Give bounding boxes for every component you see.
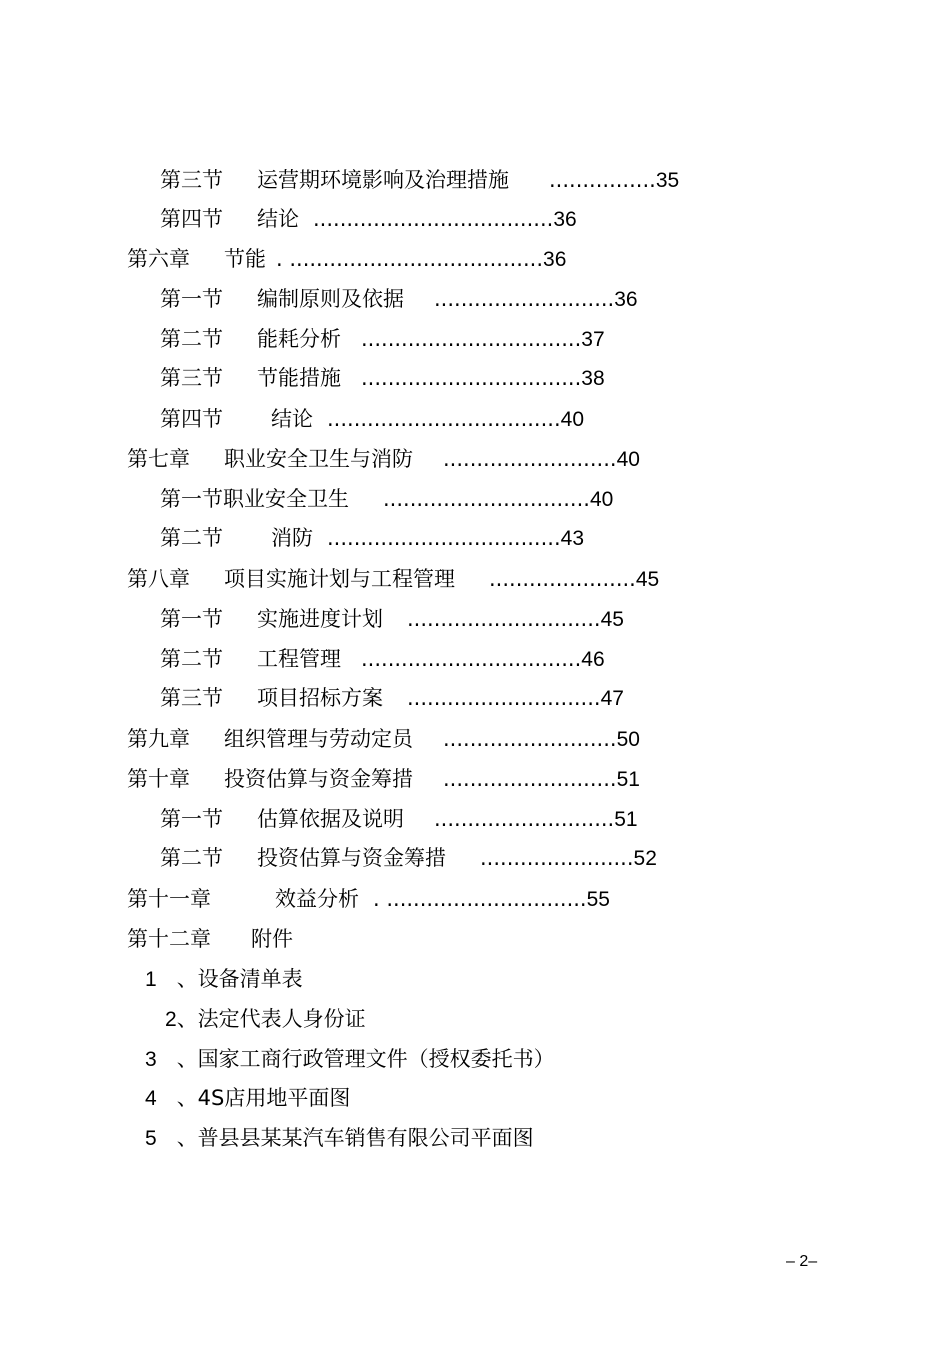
toc-label: 第二节 bbox=[160, 846, 223, 870]
toc-entry bbox=[127, 725, 640, 753]
toc-entry bbox=[160, 645, 605, 673]
toc-dots: ........................... bbox=[434, 807, 615, 831]
toc-page: 36 bbox=[543, 248, 567, 271]
toc-entry bbox=[127, 445, 640, 473]
toc-entry bbox=[160, 285, 638, 313]
toc-entry bbox=[160, 325, 605, 353]
toc-page: 45 bbox=[635, 568, 660, 591]
appendix-text: 、普县县某某汽车销售有限公司平面图 bbox=[176, 1126, 534, 1150]
toc-page: 43 bbox=[560, 527, 584, 550]
toc-page: 35 bbox=[655, 169, 680, 192]
toc-dots: ....................... bbox=[480, 846, 634, 870]
toc-label: 第十二章 bbox=[127, 927, 211, 951]
toc-entry bbox=[160, 605, 624, 633]
toc-title: 投资估算与资金筹措 bbox=[224, 767, 413, 791]
toc-entry bbox=[160, 364, 605, 392]
toc-page: 51 bbox=[616, 768, 640, 791]
toc-label: 第一节 bbox=[160, 607, 223, 631]
toc-label: 第二节 bbox=[160, 526, 223, 550]
toc-title: 结论 bbox=[271, 407, 313, 431]
toc-label: 第二节 bbox=[160, 327, 223, 351]
toc-page: 47 bbox=[600, 687, 624, 710]
appendix-number: 4 bbox=[145, 1087, 157, 1110]
toc-page: 46 bbox=[581, 648, 605, 671]
toc-entry bbox=[160, 166, 679, 194]
toc-label: 第十章 bbox=[127, 767, 190, 791]
toc-dots: ............................. bbox=[407, 686, 601, 710]
toc-entry bbox=[160, 844, 657, 872]
toc-page: 36 bbox=[614, 288, 638, 311]
toc-label: 第九章 bbox=[127, 727, 190, 751]
toc-page: 38 bbox=[581, 367, 605, 390]
toc-entry bbox=[127, 885, 610, 913]
appendix-number: 5 bbox=[145, 1127, 157, 1150]
toc-title: 职业安全卫生与消防 bbox=[224, 447, 413, 471]
toc-page: 40 bbox=[589, 488, 614, 511]
appendix-number: 1 bbox=[145, 968, 157, 991]
toc-dots: . .............................. bbox=[373, 887, 587, 911]
appendix-text: 、法定代表人身份证 bbox=[176, 1007, 366, 1031]
toc-page: 40 bbox=[560, 408, 584, 431]
toc-dots: ............................... bbox=[383, 487, 590, 511]
toc-entry bbox=[127, 245, 566, 273]
toc-page: 51 bbox=[614, 808, 638, 831]
toc-dots: ................................... bbox=[327, 407, 561, 431]
toc-title: 职业安全卫生 bbox=[223, 487, 349, 511]
appendix-number: 2 bbox=[165, 1008, 177, 1031]
toc-label: 第三节 bbox=[160, 168, 223, 192]
toc-title: 组织管理与劳动定员 bbox=[224, 727, 413, 751]
appendix-item bbox=[145, 1084, 350, 1112]
toc-title: 消防 bbox=[271, 526, 313, 550]
toc-title: 项目招标方案 bbox=[257, 686, 383, 710]
toc-title: 投资估算与资金筹措 bbox=[257, 846, 446, 870]
toc-dots: ................................. bbox=[361, 366, 582, 390]
toc-label: 第三节 bbox=[160, 366, 223, 390]
toc-dots: .......................... bbox=[443, 447, 617, 471]
toc-entry bbox=[127, 925, 293, 953]
toc-page: 52 bbox=[633, 847, 657, 870]
toc-page: 50 bbox=[616, 728, 640, 751]
toc-title: 编制原则及依据 bbox=[257, 287, 404, 311]
appendix-item bbox=[145, 965, 303, 993]
toc-dots: .......................... bbox=[443, 727, 617, 751]
toc-entry bbox=[127, 565, 659, 593]
toc-label: 第一节 bbox=[160, 287, 223, 311]
toc-page: 45 bbox=[600, 608, 624, 631]
toc-dots: .................................... bbox=[313, 207, 554, 231]
toc-label: 第十一章 bbox=[127, 887, 211, 911]
toc-dots: ...................... bbox=[489, 567, 636, 591]
appendix-text: 、4S店用地平面图 bbox=[176, 1086, 351, 1110]
toc-dots: . ...................................... bbox=[276, 247, 544, 271]
toc-entry bbox=[160, 205, 577, 233]
toc-title: 附件 bbox=[251, 927, 293, 951]
toc-label: 第七章 bbox=[127, 447, 190, 471]
toc-page: 37 bbox=[581, 328, 605, 351]
appendix-item bbox=[145, 1124, 534, 1152]
toc-dots: ........................... bbox=[434, 287, 615, 311]
toc-title: 节能措施 bbox=[257, 366, 341, 390]
toc-title: 实施进度计划 bbox=[257, 607, 383, 631]
appendix-item bbox=[145, 1045, 555, 1073]
toc-title: 运营期环境影响及治理措施 bbox=[257, 168, 509, 192]
toc-dots: .......................... bbox=[443, 767, 617, 791]
page-number: – 2– bbox=[786, 1253, 818, 1270]
toc-title: 节能 bbox=[224, 247, 266, 271]
toc-label: 第一节 bbox=[160, 807, 223, 831]
appendix-number: 3 bbox=[145, 1048, 157, 1071]
toc-entry bbox=[160, 524, 584, 552]
toc-label: 第八章 bbox=[127, 567, 190, 591]
toc-title: 估算依据及说明 bbox=[257, 807, 404, 831]
toc-title: 项目实施计划与工程管理 bbox=[224, 567, 455, 591]
toc-page: 40 bbox=[616, 448, 640, 471]
toc-dots: ................................. bbox=[361, 327, 582, 351]
toc-label: 第三节 bbox=[160, 686, 223, 710]
appendix-text: 、设备清单表 bbox=[176, 967, 303, 991]
toc-dots: ................................. bbox=[361, 647, 582, 671]
toc-label: 第四节 bbox=[160, 407, 223, 431]
toc-label: 第一节 bbox=[160, 487, 223, 511]
toc-title: 工程管理 bbox=[257, 647, 341, 671]
toc-page: 36 bbox=[553, 208, 577, 231]
toc-entry bbox=[160, 684, 624, 712]
toc-entry bbox=[160, 485, 613, 513]
toc-dots: ................ bbox=[549, 168, 656, 192]
appendix-item bbox=[165, 1005, 366, 1033]
toc-label: 第四节 bbox=[160, 207, 223, 231]
toc-entry bbox=[127, 765, 640, 793]
toc-dots: ............................. bbox=[407, 607, 601, 631]
toc-dots: ................................... bbox=[327, 526, 561, 550]
toc-page: 55 bbox=[586, 888, 610, 911]
toc-title: 能耗分析 bbox=[257, 327, 341, 351]
toc-label: 第二节 bbox=[160, 647, 223, 671]
appendix-text: 、国家工商行政管理文件（授权委托书） bbox=[176, 1047, 555, 1071]
toc-title: 结论 bbox=[257, 207, 299, 231]
toc-label: 第六章 bbox=[127, 247, 190, 271]
toc-title: 效益分析 bbox=[275, 887, 359, 911]
toc-entry bbox=[160, 405, 584, 433]
toc-entry bbox=[160, 805, 638, 833]
